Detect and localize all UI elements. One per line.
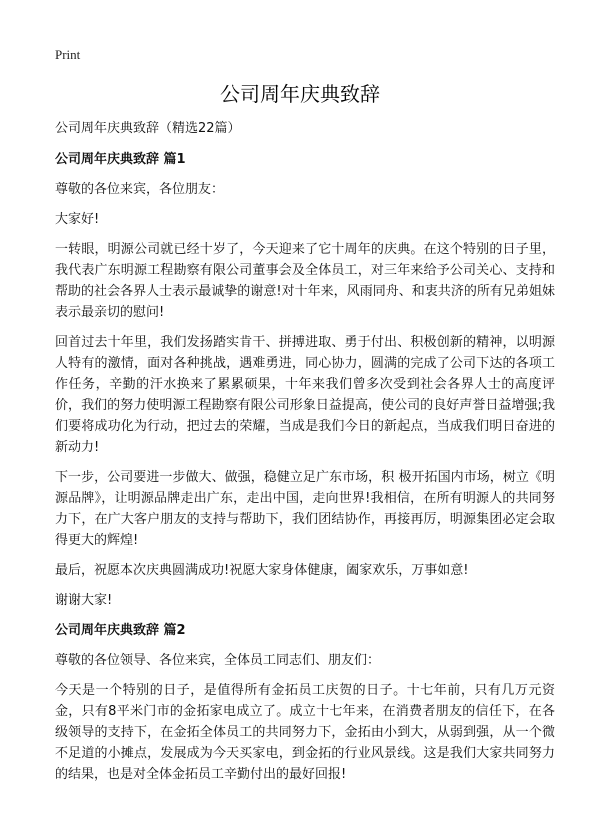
paragraph: 谢谢大家! xyxy=(55,593,113,608)
section-1 xyxy=(55,149,555,611)
paragraph: 最后，祝愿本次庆典圆满成功!祝愿大家身体健康，阖家欢乐，万事如意! xyxy=(55,563,469,578)
document-body xyxy=(55,118,555,794)
paragraph: 尊敬的各位来宾，各位朋友： xyxy=(55,182,225,197)
paragraph: 大家好! xyxy=(55,212,100,227)
document-subtitle: 公司周年庆典致辞（精选22篇） xyxy=(55,121,241,136)
section-heading: 公司周年庆典致辞 篇1 xyxy=(55,152,186,167)
paragraph: 一转眼，明源公司就已经十岁了，今天迎来了它十周年的庆典。在这个特别的日子里，我代表广东明源工程勘察有限公司董事会及全体员工，对三年来给予公司关心、支持和帮助的社会各界人士表示最诚挚的谢意!对十年来，风雨同舟、和衷共济的所有兄弟姐妹表示最亲切的慰问! xyxy=(55,242,555,320)
paragraph: 尊敬的各位领导、各位来宾，全体员工同志们、朋友们： xyxy=(55,653,381,668)
section-2 xyxy=(55,620,555,785)
print-link[interactable]: Print xyxy=(55,47,81,62)
paragraph: 今天是一个特别的日子，是值得所有金拓员工庆贺的日子。十七年前，只有几万元资金，只有8平米门市的金拓家电成立了。成立十七年来，在消费者朋友的信任下，在各级领导的支持下，在金拓全体员工的共同努力下，金拓由小到大，从弱到强，从一个微不足道的小摊点，发展成为今天买家电，到金拓的行业风景线。这是我们大家共同努力的结果，也是对全体金拓员工辛勤付出的最好回报! xyxy=(55,683,555,782)
page-title: 公司周年庆典致辞 xyxy=(220,82,380,106)
paragraph: 下一步，公司要进一步做大、做强，稳健立足广东市场，积 极开拓国内市场，树立《明源品牌》，让明源品牌走出广东，走出中国，走向世界!我相信，在所有明源人的共同努力下，在广大客户朋友的支持与帮助下，我们团结协作，再接再厉，明源集团必定会取得更大的辉煌! xyxy=(55,470,555,548)
section-heading: 公司周年庆典致辞 篇2 xyxy=(55,623,186,638)
paragraph: 回首过去十年里，我们发扬踏实肯干、拼搏进取、勇于付出、积极创新的精神，以明源人特有的激情，面对各种挑战，遇难勇进，同心协力，圆满的完成了公司下达的各项工作任务，辛勤的汗水换来了累累硕果，十年来我们曾多次受到社会各界人士的高度评价，我们的努力使明源工程勘察有限公司形象日益提高，使公司的良好声誉日益增强;我们要将成功化为行动，把过去的荣耀，当成是我们今日的新起点，当成我们明日奋进的新动力! xyxy=(55,335,555,455)
